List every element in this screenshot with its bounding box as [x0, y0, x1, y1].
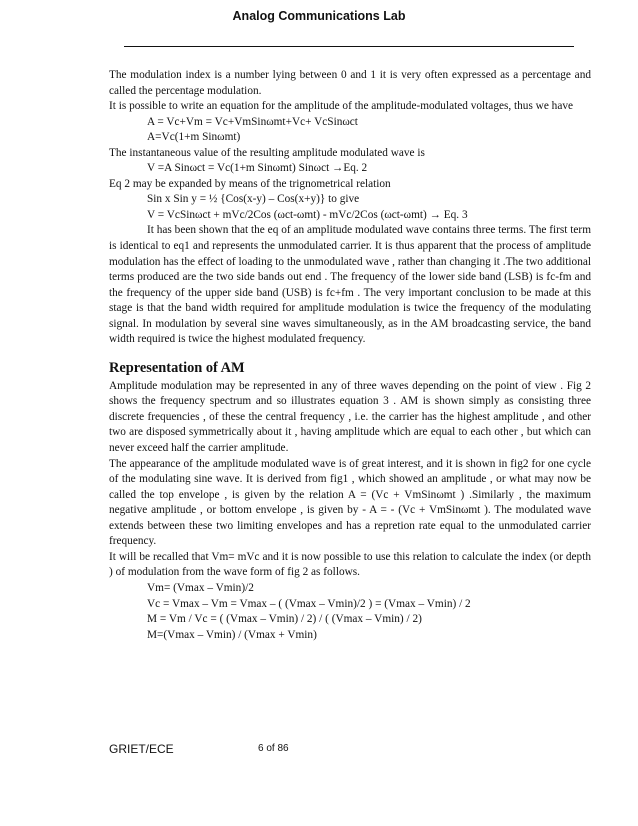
header-rule — [124, 46, 574, 47]
page-body — [109, 68, 591, 643]
paragraph: Amplitude modulation may be represented in any of three waves depending on the point of view . Fig 2 shows the frequency spectrum and so illustrates equation 3 . AM is shown simply as consisting three discrete frequencies , of these the central frequency , i.e. the carrier has the highest amplitude , and other two are disposed symmetrically about it , having amplitude which are equal to each other , but which can never exceed half the carrier amplitude. — [109, 379, 591, 455]
paragraph: The modulation index is a number lying between 0 and 1 it is very often expressed as a percentage and called the percentage modulation. — [109, 69, 591, 97]
equation: M = Vm / Vc = ( (Vmax – Vmin) / 2) / ( (Vmax – Vmin) / 2) — [147, 613, 422, 626]
equation: V =A Sinωct = Vc(1+m Sinωmt) Sinωct →Eq. 2 — [147, 162, 368, 175]
equation: V = VcSinωct + mVc/2Cos (ωct-ωmt) - mVc/2Cos (ωct-ωmt) → Eq. 3 — [147, 208, 468, 221]
equation: Sin x Sin y = ½ {Cos(x-y) – Cos(x+y)} to give — [147, 193, 360, 206]
paragraph: The instantaneous value of the resulting amplitude modulated wave is — [109, 146, 425, 159]
equation: A = Vc+Vm = Vc+VmSinωmt+Vc+ VcSinωct — [147, 115, 358, 128]
page-number: 6 of 86 — [258, 743, 289, 754]
paragraph: The appearance of the amplitude modulated wave is of great interest, and it is shown in fig2 for one cycle of the modulating sine wave. It is derived from fig1 , which showed an amplitude , or what may now be called the top envelope , is given by the relation A = (Vc + VmSinωmt ) .Similarly , the maximum negative amplitude , or bottom envelope , is given by - A = - (Vc + VmSinωmt ). The modulated wave extends between these two limiting envelopes and has a repretion rate equal to the unmodulated carrier frequency. — [109, 457, 591, 548]
equation: Vm= (Vmax – Vmin)/2 — [147, 581, 254, 594]
page-header-title: Analog Communications Lab — [232, 9, 406, 23]
equation: M=(Vmax – Vmin) / (Vmax + Vmin) — [147, 628, 317, 641]
paragraph: It will be recalled that Vm= mVc and it is now possible to use this relation to calculate the index (or depth ) of modulation from the wave form of fig 2 as follows. — [109, 550, 591, 579]
footer-department: GRIET/ECE — [109, 742, 174, 756]
paragraph: It has been shown that the eq of an amplitude modulated wave contains three terms. The first term is identical to eq1 and represents the unmodulated carrier. It is thus apparent that the process of amplitude modulation has the effect of loading to the unmodulated wave , rather than changing it .The two additional terms produced are the two side bands out end . The frequency of the lower side band (LSB) is fc-fm and the frequency of the upper side band (USB) is fc+fm . The very important conclusion to be made at this stage is that the band width required for amplitude modulation is twice the frequency of the modulating signal. In modulation by several sine waves simultaneously, as in the AM broadcasting service, the band width required is twice the highest modulated frequency. — [109, 224, 591, 346]
paragraph: It is possible to write an equation for the amplitude of the amplitude-modulated voltages, thus we have — [109, 100, 573, 113]
equation: A=Vc(1+m Sinωmt) — [147, 131, 241, 144]
paragraph: Eq 2 may be expanded by means of the trignometrical relation — [109, 177, 391, 190]
equation: Vc = Vmax – Vm = Vmax – ( (Vmax – Vmin)/2 ) = (Vmax – Vmin) / 2 — [147, 597, 471, 610]
section-heading: Representation of AM — [109, 359, 245, 376]
